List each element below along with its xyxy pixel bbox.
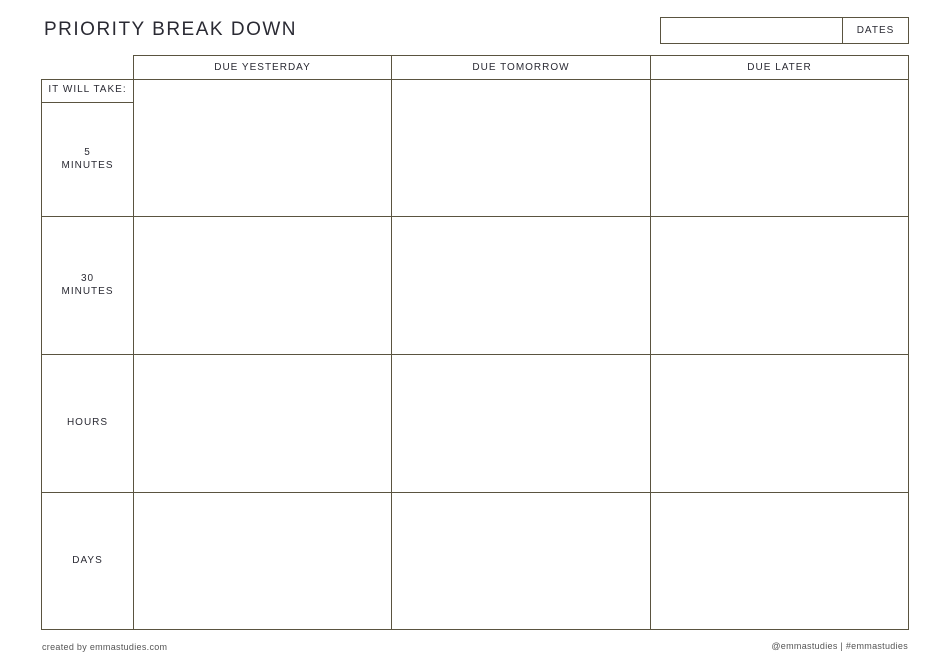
row-label-30-minutes [42, 272, 133, 298]
cell-days-due-later[interactable] [651, 493, 908, 629]
row-label-30-minutes-line1: 30 [80, 273, 95, 284]
row-label-hours-line1: HOURS [66, 417, 109, 428]
grid-bottom-line [41, 629, 909, 630]
dates-label: DATES [856, 25, 895, 36]
row-label-5-minutes [42, 146, 133, 172]
cell-5-minutes-due-yesterday[interactable] [134, 80, 391, 216]
dates-input[interactable] [661, 18, 843, 43]
column-header-due-later: DUE LATER [747, 62, 812, 73]
row-label-days-line1: DAYS [72, 555, 103, 566]
row-label-5-minutes-line1: 5 [84, 147, 91, 158]
cell-hours-due-tomorrow[interactable] [392, 355, 650, 492]
footer-handle: @emmastudies | #emmastudies [771, 641, 908, 651]
cell-days-due-yesterday[interactable] [134, 493, 391, 629]
column-header-due-yesterday: DUE YESTERDAY [214, 62, 311, 73]
row-label-30-minutes-line2: MINUTES [61, 286, 114, 297]
cell-hours-due-later[interactable] [651, 355, 908, 492]
cell-hours-due-yesterday[interactable] [134, 355, 391, 492]
column-header-due-tomorrow: DUE TOMORROW [472, 62, 570, 73]
grid-right-line [908, 55, 909, 630]
cell-5-minutes-due-later[interactable] [651, 80, 908, 216]
page-title: PRIORITY BREAK DOWN [44, 19, 298, 40]
cell-30-minutes-due-later[interactable] [651, 217, 908, 354]
cell-days-due-tomorrow[interactable] [392, 493, 650, 629]
cell-5-minutes-due-tomorrow[interactable] [392, 80, 650, 216]
it-will-take-label: IT WILL TAKE: [48, 84, 127, 95]
grid-corner-line [41, 102, 133, 103]
cell-30-minutes-due-tomorrow[interactable] [392, 217, 650, 354]
row-label-5-minutes-line2: MINUTES [61, 160, 114, 171]
row-label-hours [42, 416, 133, 429]
dates-box [660, 17, 909, 44]
row-label-days [42, 554, 133, 567]
footer-credit: created by emmastudies.com [42, 642, 168, 652]
cell-30-minutes-due-yesterday[interactable] [134, 217, 391, 354]
